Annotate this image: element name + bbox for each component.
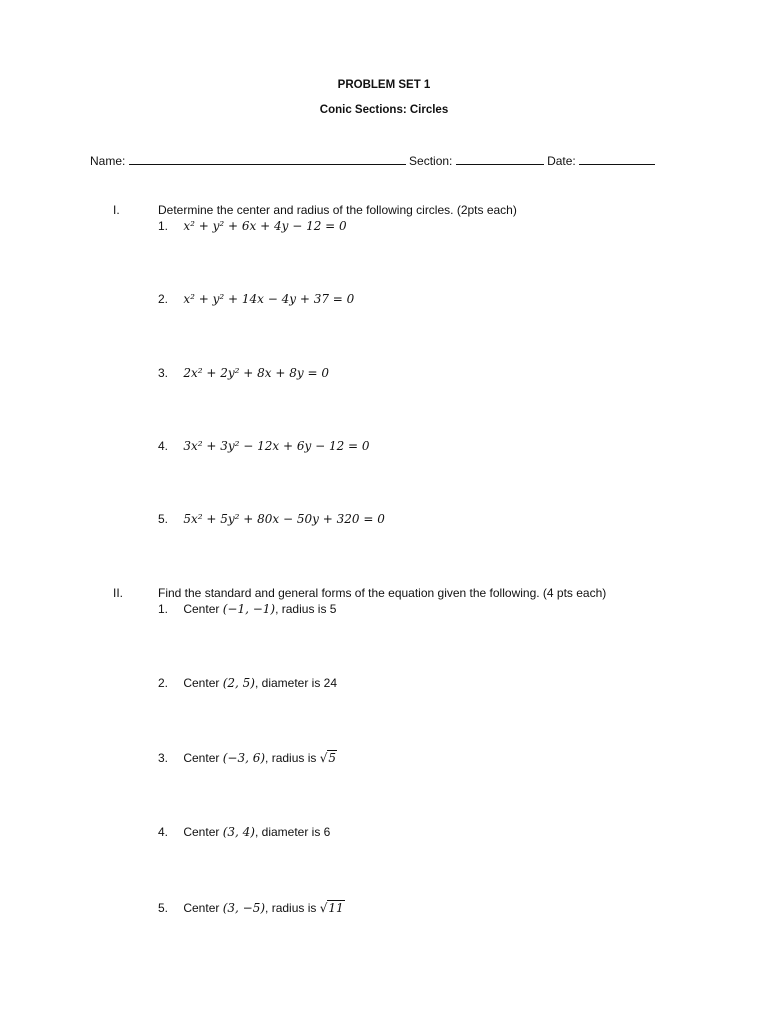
list-item xyxy=(158,602,336,616)
info-line xyxy=(90,153,655,168)
item-number: 4. xyxy=(158,825,169,839)
item-number: 2. xyxy=(158,676,169,690)
center-point: (2, 5) xyxy=(222,676,255,690)
square-root: √5 xyxy=(319,751,337,765)
list-item xyxy=(158,825,330,839)
item-description: , diameter is 24 xyxy=(254,676,338,690)
item-number: 3. xyxy=(158,751,169,765)
list-item xyxy=(158,439,370,453)
item-number: 3. xyxy=(158,366,169,380)
equation: x² + y² + 14x − 4y + 37 = 0 xyxy=(183,292,355,306)
section-label: Section: xyxy=(409,154,453,168)
equation: 3x² + 3y² − 12x + 6y − 12 = 0 xyxy=(183,439,370,453)
list-item xyxy=(158,512,385,526)
name-blank xyxy=(129,153,406,165)
center-label: Center xyxy=(183,602,220,616)
page-title: PROBLEM SET 1 xyxy=(337,79,431,91)
item-number: 1. xyxy=(158,602,169,616)
item-number: 2. xyxy=(158,292,169,306)
list-item xyxy=(158,901,345,915)
item-description: , diameter is 6 xyxy=(254,825,331,839)
item-number: 4. xyxy=(158,439,169,453)
center-label: Center xyxy=(183,901,220,915)
list-item xyxy=(158,219,347,233)
name-label: Name: xyxy=(90,154,126,168)
center-point: (3, −5) xyxy=(222,901,266,915)
equation: x² + y² + 6x + 4y − 12 = 0 xyxy=(183,219,347,233)
list-item xyxy=(158,366,329,380)
list-item xyxy=(158,676,337,690)
square-root: √11 xyxy=(319,901,344,915)
section-numeral-2: II. xyxy=(113,586,124,600)
center-point: (−3, 6) xyxy=(222,751,266,765)
item-description: , radius is 5 xyxy=(275,602,337,616)
item-description: , radius is xyxy=(265,751,317,765)
center-point: (3, 4) xyxy=(222,825,255,839)
section-instruction-2: Find the standard and general forms of the equation given the following. (4 pts each) xyxy=(158,586,607,600)
list-item xyxy=(158,292,354,306)
section-instruction-1: Determine the center and radius of the following circles. (2pts each) xyxy=(158,203,517,217)
section-numeral-1: I. xyxy=(113,203,120,217)
item-number: 5. xyxy=(158,901,169,915)
center-point: (−1, −1) xyxy=(222,602,276,616)
list-item xyxy=(158,751,337,765)
page-subtitle: Conic Sections: Circles xyxy=(319,104,449,116)
radicand: 5 xyxy=(328,751,337,765)
item-number: 5. xyxy=(158,512,169,526)
item-number: 1. xyxy=(158,219,169,233)
date-blank xyxy=(579,153,655,165)
equation: 5x² + 5y² + 80x − 50y + 320 = 0 xyxy=(183,512,385,526)
radicand: 11 xyxy=(328,901,344,915)
item-description: , radius is xyxy=(265,901,317,915)
center-label: Center xyxy=(183,751,220,765)
center-label: Center xyxy=(183,676,220,690)
center-label: Center xyxy=(183,825,220,839)
equation: 2x² + 2y² + 8x + 8y = 0 xyxy=(183,366,329,380)
date-label: Date: xyxy=(547,154,576,168)
section-blank xyxy=(456,153,544,165)
